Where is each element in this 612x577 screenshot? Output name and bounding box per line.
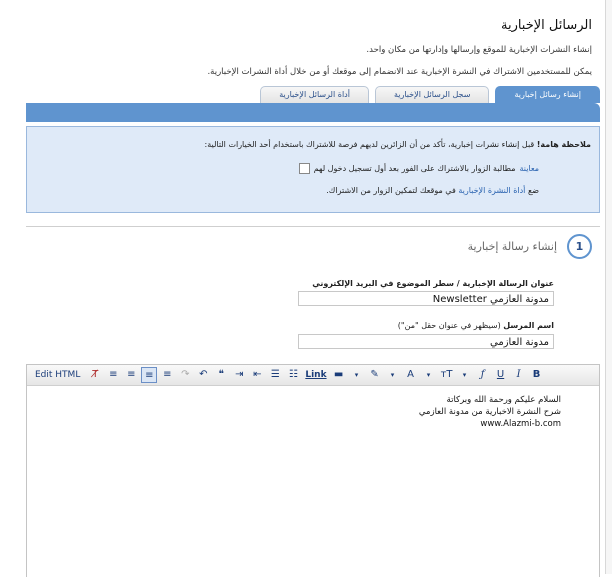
subject-input[interactable]: مدونة العازمي Newsletter	[298, 291, 554, 306]
notice-box	[26, 126, 600, 213]
step-header	[468, 234, 592, 259]
insert-image-icon[interactable]: ▬	[333, 369, 344, 380]
tip-suffix: في موقعك لتمكين الزوار من الاشتراك.	[326, 186, 459, 195]
sender-label-row	[398, 321, 554, 330]
notice-body: قبل إنشاء نشرات إخبارية، تأكد من أن الزائرين لديهم فرصة للاشتراك باستخدام أحد الخيارات التالية:	[204, 140, 537, 149]
image-dropdown-icon[interactable]: ▾	[354, 371, 359, 379]
highlight-color-icon[interactable]: ✎	[370, 369, 379, 380]
redo-icon[interactable]: ↷	[181, 369, 190, 380]
editor-toolbar	[27, 365, 599, 386]
prompt-visitors-row	[299, 163, 539, 174]
editor-content	[419, 394, 561, 430]
tab-newsletter-history[interactable]: سجل الرسائل الإخبارية	[375, 86, 489, 103]
blockquote-icon[interactable]: ❝	[218, 369, 225, 380]
underline-icon[interactable]: U	[496, 369, 505, 380]
link-button[interactable]: Link	[305, 370, 327, 380]
remove-format-icon[interactable]: T̸	[92, 369, 99, 380]
notice-text	[205, 140, 591, 149]
edit-html-link[interactable]: Edit HTML	[35, 370, 81, 380]
sender-hint: (سيظهر في عنوان حقل "من")	[397, 321, 504, 330]
text-color-dropdown-icon[interactable]: ▾	[426, 371, 431, 379]
align-center-icon[interactable]: ≡	[127, 369, 136, 380]
outdent-icon[interactable]: ⇤	[253, 369, 262, 380]
prompt-visitors-label: مطالبة الزوار بالاشتراك على الفور بعد أول تسجيل دخول لهم	[313, 164, 516, 173]
bold-icon[interactable]: B	[532, 369, 541, 380]
content-line-2: شرح النشرة الاخبارية من مدونة العازمي	[418, 407, 561, 417]
step-label: إنشاء رسالة إخبارية	[467, 240, 557, 253]
content-line-1: السلام عليكم ورحمة الله وبركاتة	[446, 395, 561, 405]
font-size-dropdown-icon[interactable]: ▾	[462, 371, 467, 379]
align-left-icon[interactable]: ≡	[163, 369, 172, 380]
align-right-icon[interactable]: ≡	[141, 367, 157, 383]
tab-panel-header	[26, 103, 600, 122]
page-description: إنشاء النشرات الإخبارية للموقع وإرسالها وإدارتها من مكان واحد.	[366, 45, 592, 55]
tab-bar	[260, 86, 600, 103]
page-subdescription: يمكن للمستخدمين الاشتراك في النشرة الإخبارية عند الانضمام إلى موقعك أو من خلال أداة النشرات الإخبارية.	[207, 67, 592, 77]
sender-label: اسم المرسل	[503, 321, 554, 330]
window-edge	[605, 0, 612, 574]
step-number-badge: 1	[567, 234, 592, 259]
tab-create-newsletter[interactable]: إنشاء رسائل إخبارية	[495, 86, 600, 103]
highlight-dropdown-icon[interactable]: ▾	[390, 371, 395, 379]
sender-input[interactable]: مدونة العازمي	[298, 334, 554, 349]
font-size-icon[interactable]: тT	[440, 369, 453, 380]
italic-icon[interactable]: I	[516, 369, 521, 380]
widget-tip	[326, 186, 539, 195]
numbered-list-icon[interactable]: ☷	[288, 369, 298, 380]
page-title: الرسائل الإخبارية	[500, 18, 592, 33]
text-color-icon[interactable]: A	[407, 369, 414, 380]
notice-bold: ملاحظة هامة!	[536, 140, 591, 149]
section-divider	[26, 226, 600, 227]
font-family-icon[interactable]: ƒ	[480, 369, 485, 380]
indent-icon[interactable]: ⇥	[235, 369, 244, 380]
tab-newsletter-widget[interactable]: أداة الرسائل الإخبارية	[260, 86, 369, 103]
content-line-3: www.Alazmi-b.com	[480, 419, 561, 429]
rich-text-editor	[26, 364, 600, 577]
preview-link[interactable]: معاينة	[519, 164, 539, 173]
prompt-visitors-checkbox[interactable]	[299, 163, 310, 174]
undo-icon[interactable]: ↶	[199, 369, 208, 380]
subject-label: عنوان الرسالة الإخبارية / سطر الموضوع في البريد الإلكتروني	[312, 279, 554, 288]
newsletter-widget-link[interactable]: أداة النشرة الإخبارية	[458, 186, 526, 195]
justify-icon[interactable]: ≡	[109, 369, 118, 380]
editor-body[interactable]	[27, 386, 599, 577]
bullet-list-icon[interactable]: ☰	[270, 369, 280, 380]
tip-prefix: ضع	[525, 186, 539, 195]
